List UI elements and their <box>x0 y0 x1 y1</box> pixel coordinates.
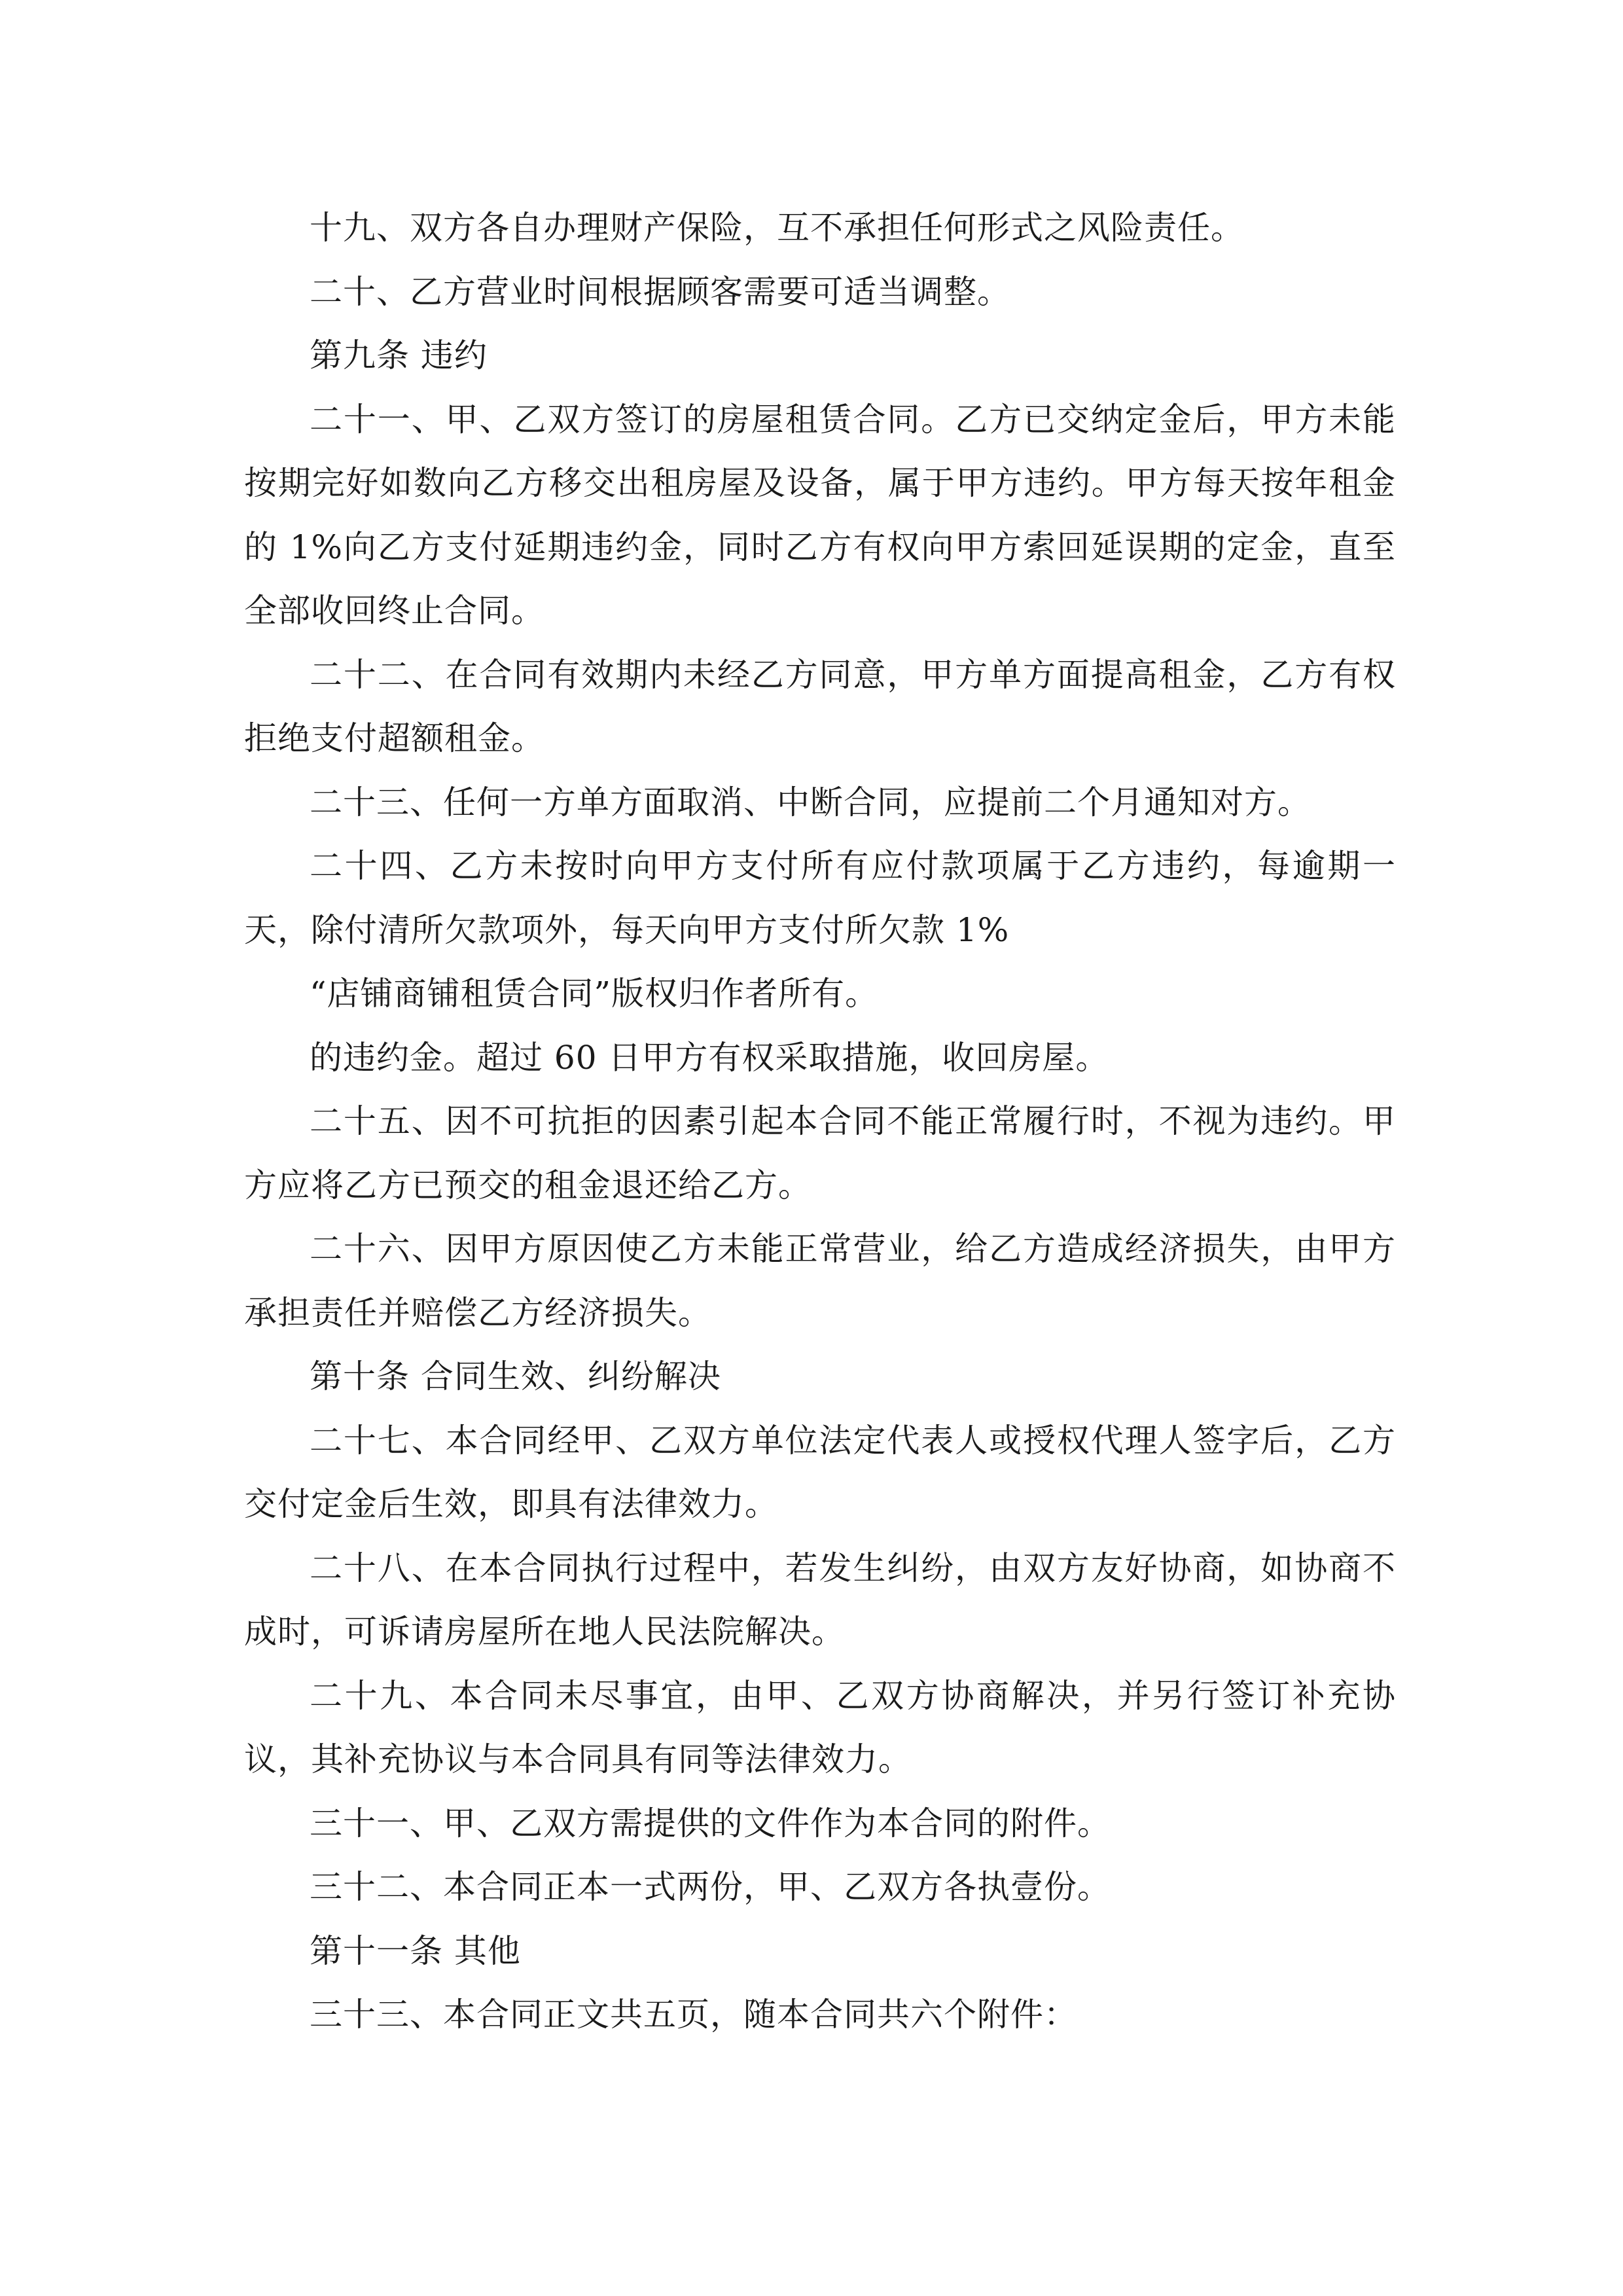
clause-19: 十九、双方各自办理财产保险，互不承担任何形式之风险责任。 <box>310 209 1244 247</box>
clause-23: 二十三、任何一方单方面取消、中断合同，应提前二个月通知对方。 <box>310 783 1311 821</box>
clause-24-continued: 的违约金。超过 60 日甲方有权采取措施，收回房屋。 <box>310 1038 1109 1077</box>
clause-28: 二十八、在本合同执行过程中，若发生纠纷，由双方友好协商，如协商不成时，可诉请房屋所在地人民法院解决。 <box>244 1549 1396 1651</box>
clause-27: 二十七、本合同经甲、乙双方单位法定代表人或授权代理人签字后，乙方交付定金后生效，即具有法律效力。 <box>244 1421 1396 1523</box>
document-body <box>244 196 1396 2047</box>
clause-22: 二十二、在合同有效期内未经乙方同意，甲方单方面提高租金，乙方有权拒绝支付超额租金。 <box>244 655 1396 757</box>
clause-24: 二十四、乙方未按时向甲方支付所有应付款项属于乙方违约，每逾期一天，除付清所欠款项外，每天向甲方支付所欠款 1% <box>244 847 1396 949</box>
clause-31: 三十一、甲、乙双方需提供的文件作为本合同的附件。 <box>310 1804 1111 1842</box>
clause-33: 三十三、本合同正文共五页，随本合同共六个附件： <box>310 1996 1077 2034</box>
clause-25: 二十五、因不可抗拒的因素引起本合同不能正常履行时，不视为违约。甲方应将乙方已预交的租金退还给乙方。 <box>244 1102 1396 1204</box>
copyright-notice: “店铺商铺租赁合同”版权归作者所有。 <box>310 975 879 1013</box>
clause-21: 二十一、甲、乙双方签订的房屋租赁合同。乙方已交纳定金后，甲方未能按期完好如数向乙方移交出租房屋及设备，属于甲方违约。甲方每天按年租金的 1%向乙方支付延期违约金，同时乙方有权向甲方索回延误期的定金，直至全部收回终止合同。 <box>244 400 1396 630</box>
clause-29: 二十九、本合同未尽事宜，由甲、乙双方协商解决，并另行签订补充协议，其补充协议与本合同具有同等法律效力。 <box>244 1676 1396 1778</box>
section-heading-article-10: 第十条 合同生效、纠纷解决 <box>310 1357 721 1395</box>
clause-26: 二十六、因甲方原因使乙方未能正常营业，给乙方造成经济损失，由甲方承担责任并赔偿乙方经济损失。 <box>244 1230 1396 1332</box>
section-heading-article-11: 第十一条 其他 <box>310 1931 521 1970</box>
clause-20: 二十、乙方营业时间根据顾客需要可适当调整。 <box>310 272 1010 311</box>
clause-32: 三十二、本合同正本一式两份，甲、乙双方各执壹份。 <box>310 1868 1111 1906</box>
section-heading-article-9: 第九条 违约 <box>310 336 488 374</box>
